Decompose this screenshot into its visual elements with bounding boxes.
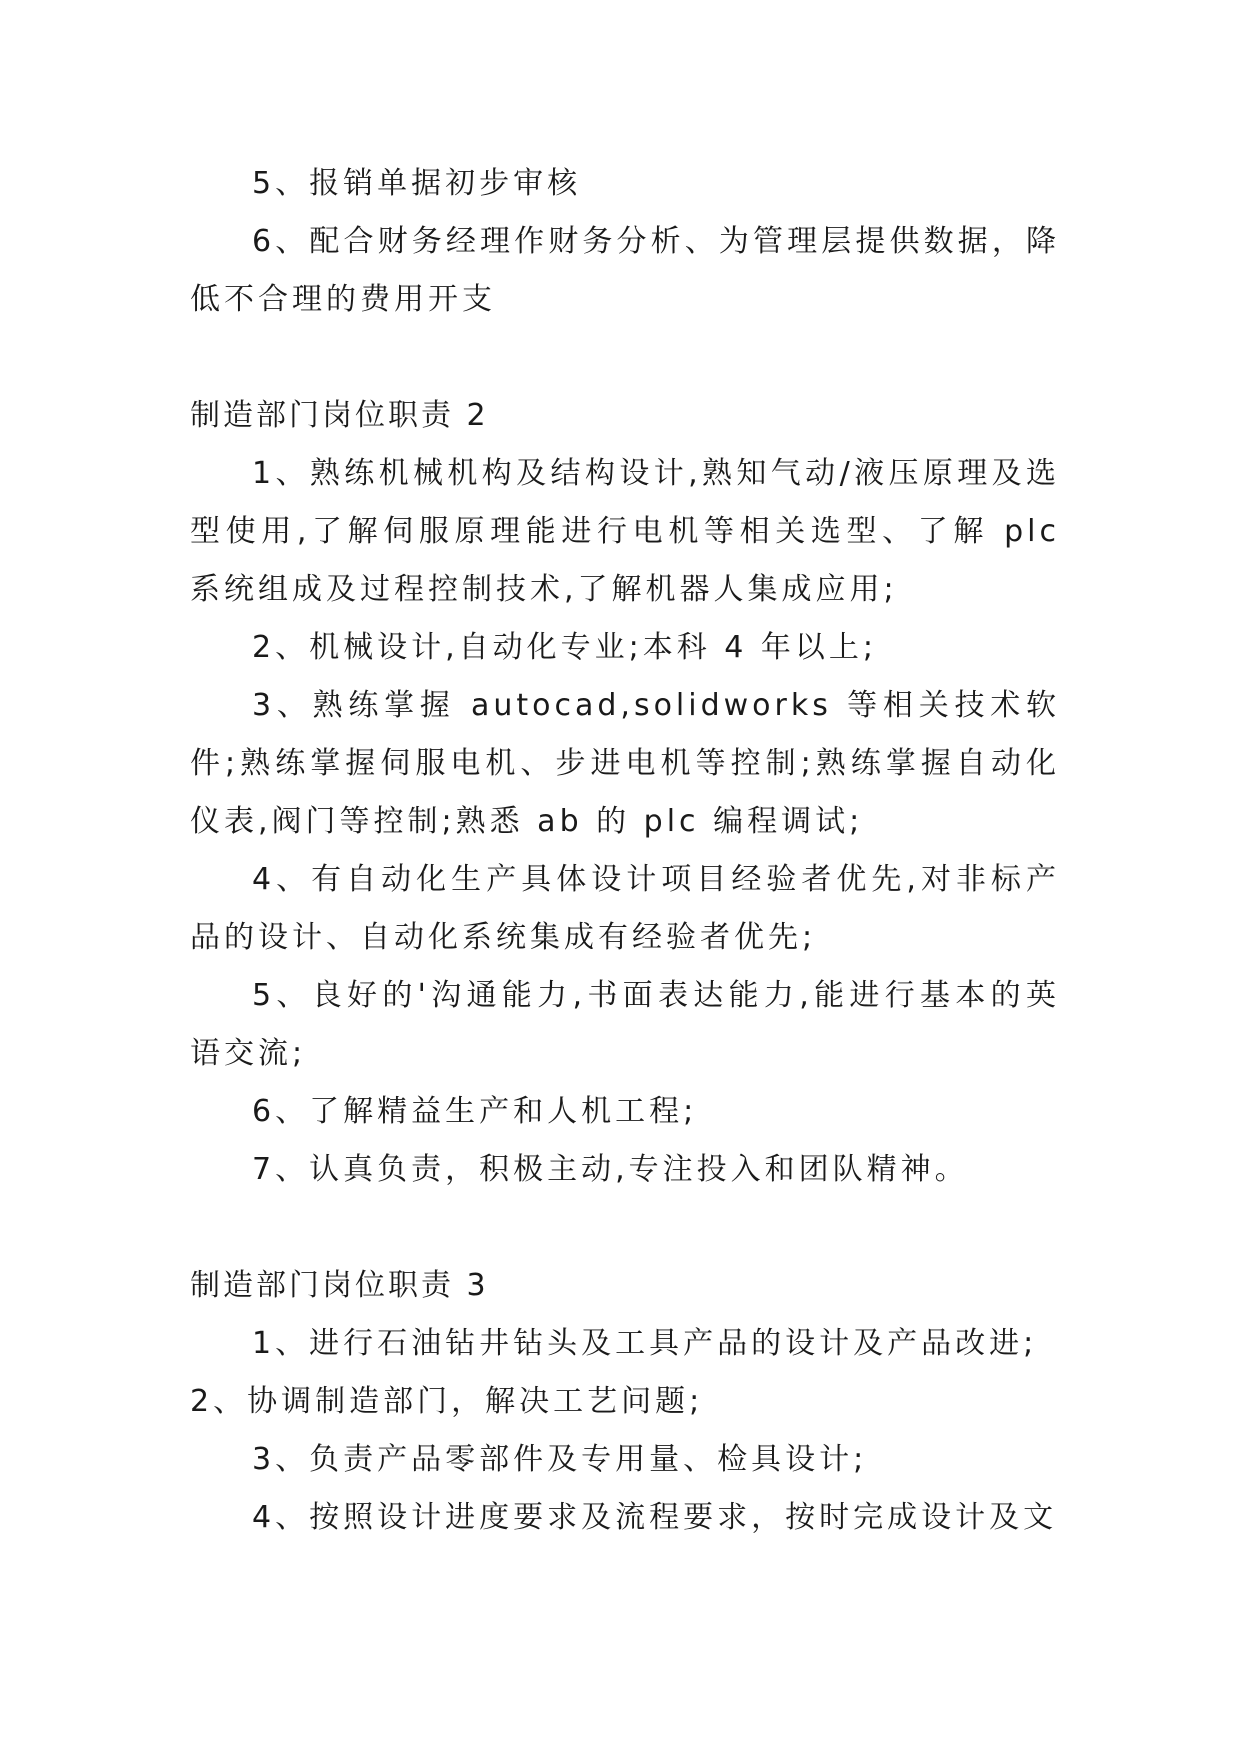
- section-spacer: [190, 1199, 1060, 1257]
- list-item: 4、有自动化生产具体设计项目经验者优先,对非标产品的设计、自动化系统集成有经验者优先;: [190, 862, 1060, 955]
- section-title: 制造部门岗位职责 3: [190, 1268, 489, 1303]
- list-item: 4、按照设计进度要求及流程要求，按时完成设计及文: [252, 1500, 1058, 1535]
- list-item: 5、良好的'沟通能力,书面表达能力,能进行基本的英语交流;: [190, 978, 1060, 1071]
- list-item: 6、配合财务经理作财务分析、为管理层提供数据，降低不合理的费用开支: [190, 224, 1060, 317]
- list-item: 3、负责产品零部件及专用量、检具设计;: [252, 1442, 868, 1477]
- section-title: 制造部门岗位职责 2: [190, 398, 489, 433]
- list-item: 5、报销单据初步审核: [252, 166, 582, 201]
- list-item: 2、协调制造部门，解决工艺问题;: [190, 1384, 704, 1419]
- section-spacer: [190, 329, 1060, 387]
- list-item: 6、了解精益生产和人机工程;: [252, 1094, 698, 1129]
- list-item: 1、进行石油钻井钻头及工具产品的设计及产品改进;: [252, 1326, 1038, 1361]
- document-body: [190, 155, 1060, 1547]
- list-item: 7、认真负责，积极主动,专注投入和团队精神。: [252, 1152, 969, 1187]
- list-item: 1、熟练机械机构及结构设计,熟知气动/液压原理及选型使用,了解伺服原理能进行电机等相关选型、了解 plc 系统组成及过程控制技术,了解机器人集成应用;: [190, 456, 1060, 607]
- list-item: 2、机械设计,自动化专业;本科 4 年以上;: [252, 630, 877, 665]
- list-item: 3、熟练掌握 autocad,solidworks 等相关技术软件;熟练掌握伺服电机、步进电机等控制;熟练掌握自动化仪表,阀门等控制;熟悉 ab 的 plc 编程调试;: [190, 688, 1060, 839]
